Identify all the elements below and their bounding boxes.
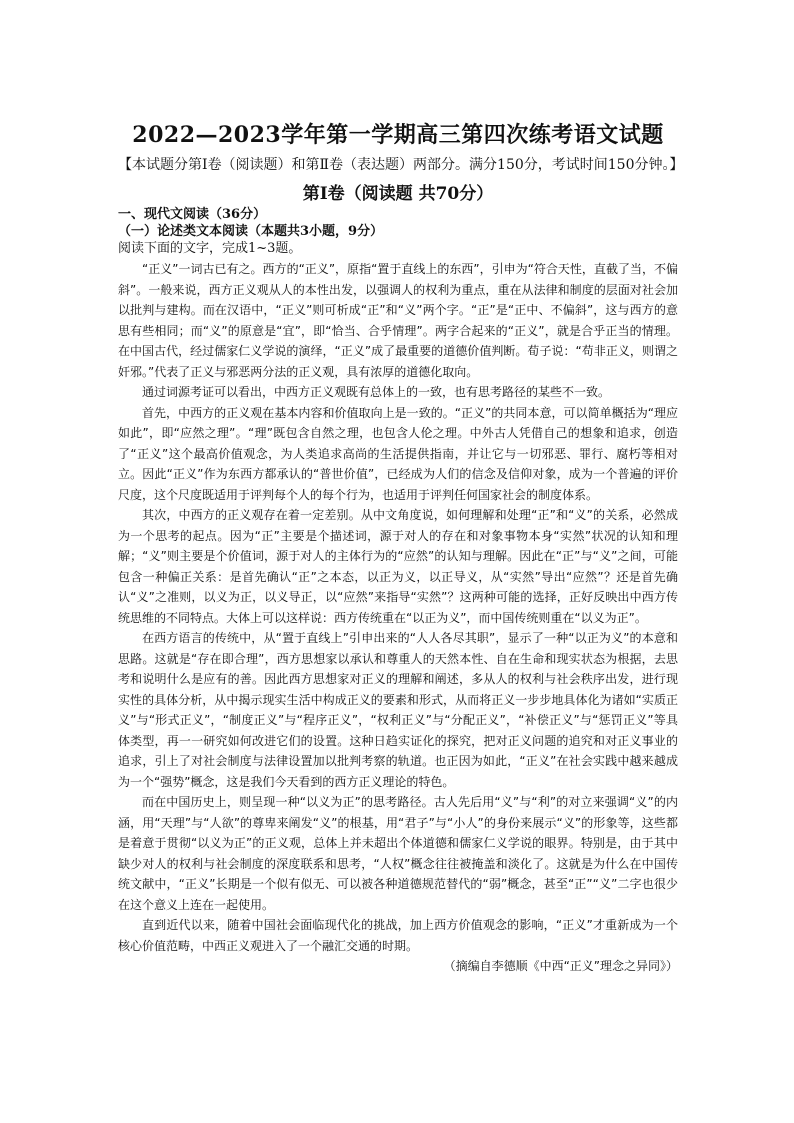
passage-source: （摘编自李德顺《中西“正义”理念之异同》） xyxy=(443,959,678,973)
part-heading: 一、现代文阅读（36分） xyxy=(118,207,267,222)
exam-notice: 【本试题分第Ⅰ卷（阅读题）和第Ⅱ卷（表达题）两部分。满分150分，考试时间150分钟。】 xyxy=(118,157,684,173)
sub-part-heading: （一）论述类文本阅读（本题共3小题，9分） xyxy=(118,224,384,239)
passage-paragraph: 其次，中西方的正义观存在着一定差别。从中文角度说，如何理解和处理“正”和“义”的关系，必然成为一个思考的起点。因为“正”主要是个描述词，源于对人的存在和对象事物本身“实然”状况的认知和理解；“义”则主要是个价值词，源于对人的主体行为的“应然”的认知与理解。因此在“正”与“义”之间，可能包含一种偏正关系：是首先确认“正”之本态，以正为义，以正导义，从“实然”导出“应然”？还是首先确认“义”之准则，以义为正，以义导正，以“应然”来指导“实然”？这两种可能的选择，正好反映出中西方传统思维的不同特点。大体上可以这样说：西方传统重在“以正为义”，而中国传统则重在“以义为正”。 xyxy=(118,508,678,625)
reading-instruction: 阅读下面的文字，完成1~3题。 xyxy=(118,241,302,256)
exam-page xyxy=(118,118,684,976)
passage-paragraph: “正义”一词古已有之。西方的“正义”，原指“置于直线上的东西”，引申为“符合天性，直截了当，不偏斜”。一般来说，西方正义观从人的本性出发，以强调人的权利为重点，重在从法律和制度的层面对社会加以批判与建构。而在汉语中，“正义”则可析成“正”和“义”两个字。“正”是“正中、不偏斜”，这与西方的意思有些相同；而“义”的原意是“宜”，即“恰当、合乎情理”。两字合起来的“正义”，就是合乎正当的情理。在中国古代，经过儒家仁义学说的演绎，“正义”成了最重要的道德价值判断。荀子说：“苟非正义，则谓之奸邪。”代表了正义与邪恶两分法的正义观，具有浓厚的道德化取向。 xyxy=(118,262,678,379)
passage-paragraph: 直到近代以来，随着中国社会面临现代化的挑战，加上西方价值观念的影响，“正义”才重新成为一个核心价值范畴，中西正义观进入了一个融汇交通的时期。 xyxy=(118,918,678,953)
passage-paragraph: 而在中国历史上，则呈现一种“以义为正”的思考路径。古人先后用“义”与“利”的对立来强调“义”的内涵，用“天理”与“人欲”的尊卑来阐发“义”的根基，用“君子”与“小人”的身份来展示“义”的形象等，这些都是着意于贯彻“以义为正”的正义观，总体上并未超出个体道德和儒家仁义学说的眼界。特别是，由于其中缺少对人的权利与社会制度的深度联系和思考，“人权”概念往往被掩盖和淡化了。这就是为什么在中国传统文献中，“正义”长期是一个似有似无、可以被各种道德规范替代的“弱”概念，甚至“正”“义”二字也很少在这个意义上连在一起使用。 xyxy=(118,795,678,912)
passage-paragraph: 首先，中西方的正义观在基本内容和价值取向上是一致的。“正义”的共同本意，可以简单概括为“理应如此”，即“应然之理”。“理”既包含自然之理，也包含人伦之理。中外古人凭借自己的想象和追求，创造了“正义”这个最高价值观念，为人类追求高尚的生活提供指南，并让它与一切邪恶、罪行、腐朽等相对立。因此“正义”作为东西方都承认的“普世价值”，已经成为人们的信念及信仰对象，成为一个普遍的评价尺度，这个尺度既适用于评判每个人的每个行为，也适用于评判任何国家社会的制度体系。 xyxy=(118,405,678,502)
section-title: 第Ⅰ卷（阅读题 共70分） xyxy=(302,184,494,204)
passage-paragraph: 通过词源考证可以看出，中西方正义观既有总体上的一致，也有思考路径的某些不一致。 xyxy=(142,385,611,399)
passage xyxy=(118,259,678,956)
passage-paragraph: 在西方语言的传统中，从“置于直线上”引申出来的“人人各尽其职”，显示了一种“以正为义”的本意和思路。这就是“存在即合理”，西方思想家以承认和尊重人的天然本性、自在生命和现实状态为根据，去思考和说明什么是应有的善。因此西方思想家对正义的理解和阐述，多从人的权利与社会秩序出发，进行现实性的具体分析，从中揭示现实生活中构成正义的要素和形式，从而将正义一步步地具体化为诸如“实质正义”与“形式正义”，“制度正义”与“程序正义”，“权利正义”与“分配正义”，“补偿正义”与“惩罚正义”等具体类型，再一一研究如何改进它们的设置。这种日趋实证化的探究，把对正义问题的追究和对正义事业的追求，引上了对社会制度与法律设置加以批判考察的轨道。也正因为如此，“正义”在社会实践中越来越成为一个“强势”概念，这是我们今天看到的西方正义理论的特色。 xyxy=(118,631,678,789)
exam-title: 2022—2023学年第一学期高三第四次练考语文试题 xyxy=(132,122,664,148)
